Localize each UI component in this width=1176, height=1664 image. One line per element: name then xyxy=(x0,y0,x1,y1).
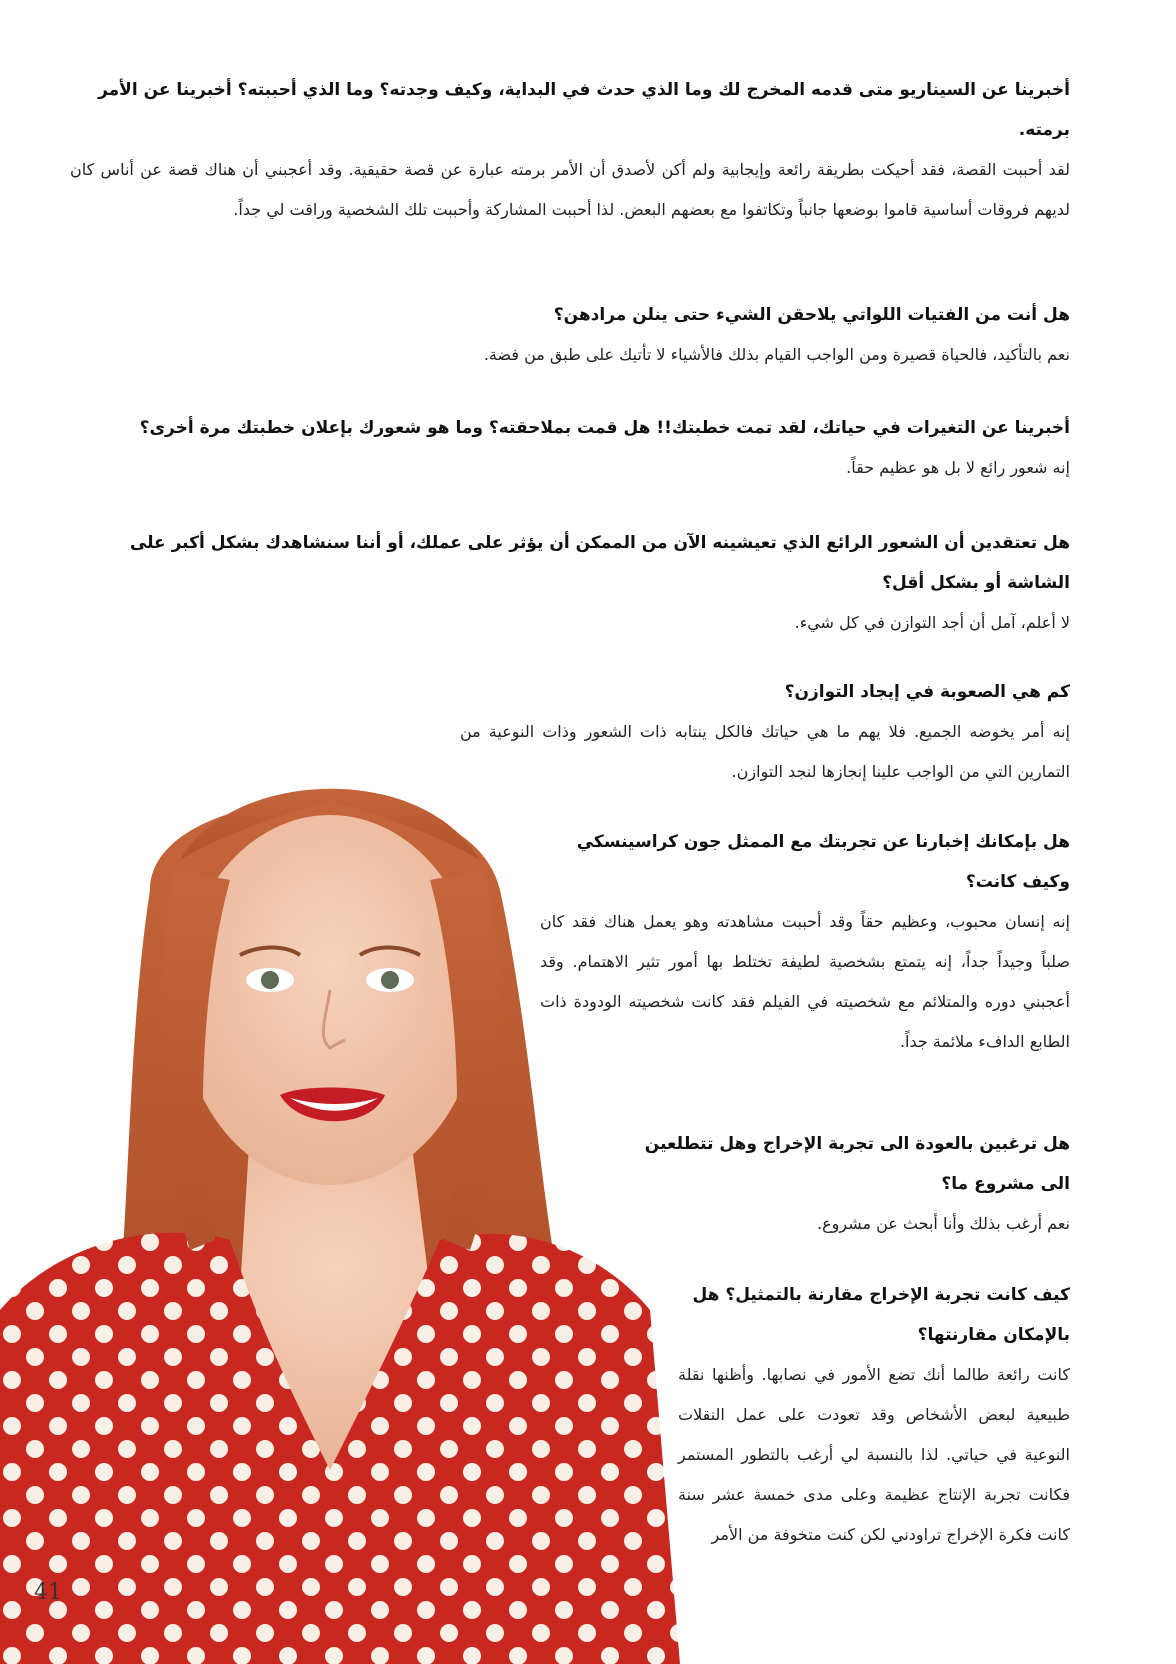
question-5: كم هي الصعوبة في إيجاد التوازن؟ xyxy=(784,682,1070,702)
question-8: كيف كانت تجربة الإخراج مقارنة بالتمثيل؟ هل بالإمكان مقارنتها؟ xyxy=(692,1285,1070,1345)
question-4: هل تعتقدين أن الشعور الرائع الذي تعيشينه الآن من الممكن أن يؤثر على عملك، أو أننا سنشاهدك بشكل أكبر على الشاشة أو بشكل أقل؟ xyxy=(129,533,1070,593)
question-1: أخبرينا عن السيناريو متى قدمه المخرج لك وما الذي حدث في البداية، وكيف وجدته؟ وما الذي أحببته؟ أخبرينا عن الأمر برمته. xyxy=(98,80,1070,140)
answer-3: إنه شعور رائع لا بل هو عظيم حقاً. xyxy=(846,458,1070,477)
answer-2: نعم بالتأكيد، فالحياة قصيرة ومن الواجب القيام بذلك فالأشياء لا تأتيك على طبق من فضة. xyxy=(483,345,1070,364)
qa-block-5 xyxy=(460,672,1070,792)
qa-block-6 xyxy=(540,822,1070,1062)
answer-7: نعم أرغب بذلك وأنا أبحث عن مشروع. xyxy=(817,1214,1070,1233)
qa-block-3 xyxy=(70,408,1070,488)
qa-block-8 xyxy=(678,1275,1070,1555)
question-7: هل ترغبين بالعودة الى تجربة الإخراج وهل تتطلعين الى مشروع ما؟ xyxy=(644,1134,1070,1194)
qa-block-2 xyxy=(70,295,1070,375)
answer-6: إنه إنسان محبوب، وعظيم حقاً وقد أحببت مشاهدته وهو يعمل هناك فقد كان صلباً وجيداً جداً، إنه يتمتع بشخصية لطيفة تختلط بها أمور تثير الاهتمام. وقد أعجبني دوره والمتلائم مع شخصيته في الفيلم فقد كانت شخصيته الودودة ذات الطابع الدافء ملائمة جداً. xyxy=(540,912,1070,1051)
answer-8: كانت رائعة طالما أنك تضع الأمور في نصابها. وأظنها نقلة طبيعية لبعض الأشخاص وقد تعودت على عمل النقلات النوعية في حياتي. لذا بالنسبة لي أرغب بالتطور المستمر فكانت تجربة الإنتاج عظيمة وعلى مدى خمسة عشر سنة كانت فكرة الإخراج تراودني لكن كنت متخوفة من الأمر xyxy=(678,1365,1070,1544)
answer-4: لا أعلم، آمل أن أجد التوازن في كل شيء. xyxy=(794,613,1070,632)
qa-block-4 xyxy=(70,523,1070,643)
question-6: هل بإمكانك إخبارنا عن تجربتك مع الممثل جون كراسينسكي وكيف كانت؟ xyxy=(576,832,1070,892)
qa-block-7 xyxy=(630,1124,1070,1244)
question-3: أخبرينا عن التغيرات في حياتك، لقد تمت خطبتك!! هل قمت بملاحقته؟ وما هو شعورك بإعلان خطبتك مرة أخرى؟ xyxy=(139,418,1070,438)
page-number: 41 xyxy=(34,1580,62,1605)
question-2: هل أنت من الفتيات اللواتي يلاحقن الشيء حتى ينلن مرادهن؟ xyxy=(553,305,1070,325)
answer-1: لقد أحببت القصة، فقد أحيكت بطريقة رائعة وإيجابية ولم أكن لأصدق أن الأمر برمته عبارة عن قصة حقيقية. وقد أعجبني أن هناك قصة عن أناس كان لديهم فروقات أساسية قاموا بوضعها جانباً وتكاتفوا مع بعضهم البعض. لذا أحببت المشاركة وأحببت تلك الشخصية وراقت لي جداً. xyxy=(70,160,1070,219)
answer-5: إنه أمر يخوضه الجميع. فلا يهم ما هي حياتك فالكل ينتابه ذات الشعور وذات النوعية من التمارين التي من الواجب علينا إنجازها لنجد التوازن. xyxy=(460,722,1070,781)
qa-block-1 xyxy=(70,70,1070,230)
